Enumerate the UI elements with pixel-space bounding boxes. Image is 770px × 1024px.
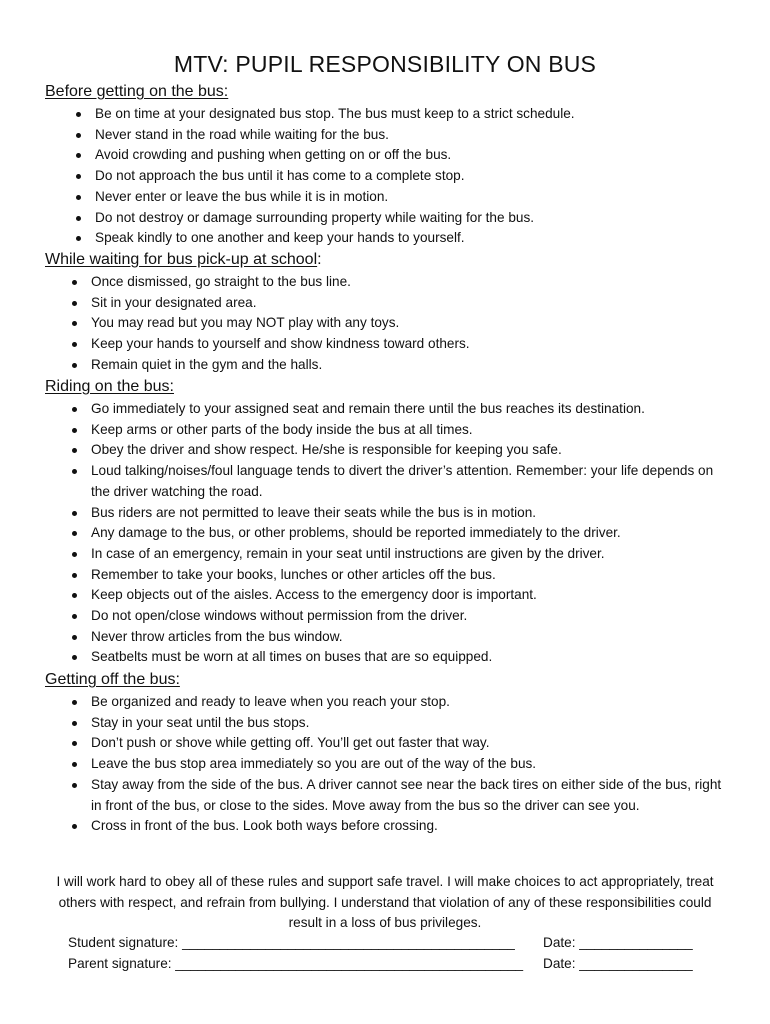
list-item: Stay away from the side of the bus. A driver cannot see near the back tires on either side of the bus, right in front of the bus, or close to the sides. Move away from the bus so the driver can see you.	[71, 775, 735, 816]
list-waiting-at-school	[71, 272, 735, 376]
section-heading-before-getting-on	[45, 82, 228, 102]
list-item: Loud talking/noises/foul language tends to divert the driver’s attention. Remember: your life depends on the driver watching the road.	[71, 461, 735, 502]
list-item: Stay in your seat until the bus stops.	[71, 713, 735, 734]
list-item: Leave the bus stop area immediately so you are out of the way of the bus.	[71, 754, 735, 775]
list-item: Never throw articles from the bus window.	[71, 627, 735, 648]
section-heading-text: Getting off the bus:	[45, 671, 180, 688]
section-heading-text: Riding on the bus:	[45, 378, 174, 395]
list-riding	[71, 399, 735, 668]
page-title: MTV: PUPIL RESPONSIBILITY ON BUS	[173, 51, 597, 77]
section-heading-colon: :	[317, 251, 322, 268]
section-heading-waiting-at-school	[45, 250, 322, 270]
list-item: Seatbelts must be worn at all times on buses that are so equipped.	[71, 647, 735, 668]
list-item: Keep arms or other parts of the body inside the bus at all times.	[71, 420, 735, 441]
list-item: Go immediately to your assigned seat and remain there until the bus reaches its destination.	[71, 399, 735, 420]
list-item: Don’t push or shove while getting off. You’ll get out faster that way.	[71, 733, 735, 754]
list-item: Be on time at your designated bus stop. The bus must keep to a strict schedule.	[75, 104, 735, 125]
list-item: Do not open/close windows without permission from the driver.	[71, 606, 735, 627]
list-item: Never stand in the road while waiting for the bus.	[75, 125, 735, 146]
list-item: Cross in front of the bus. Look both ways before crossing.	[71, 816, 735, 837]
list-item: Be organized and ready to leave when you reach your stop.	[71, 692, 735, 713]
section-heading-text: While waiting for bus pick-up at school	[45, 251, 318, 268]
list-item: Keep objects out of the aisles. Access to the emergency door is important.	[71, 585, 735, 606]
list-item: Remain quiet in the gym and the halls.	[71, 355, 735, 376]
section-heading-getting-off	[45, 670, 180, 690]
list-item: Speak kindly to one another and keep your hands to yourself.	[75, 228, 735, 249]
list-item: Obey the driver and show respect. He/she is responsible for keeping you safe.	[71, 440, 735, 461]
list-item: Do not approach the bus until it has come to a complete stop.	[75, 166, 735, 187]
pledge-paragraph: I will work hard to obey all of these rules and support safe travel. I will make choices to act appropriately, treat others with respect, and refrain from bullying. I understand that violation of any of these responsibilities could result in a loss of bus privileges.	[56, 874, 714, 931]
student-date-line[interactable]: Date: _______________	[543, 935, 693, 950]
list-item: Sit in your designated area.	[71, 293, 735, 314]
list-item: Bus riders are not permitted to leave their seats while the bus is in motion.	[71, 503, 735, 524]
student-signature-line[interactable]: Student signature: ____________________________________________	[68, 935, 515, 950]
list-item: Avoid crowding and pushing when getting on or off the bus.	[75, 145, 735, 166]
list-before-getting-on	[75, 104, 735, 249]
list-item: Remember to take your books, lunches or other articles off the bus.	[71, 565, 735, 586]
parent-date-line[interactable]: Date: _______________	[543, 956, 693, 971]
list-item: Never enter or leave the bus while it is in motion.	[75, 187, 735, 208]
list-item: Once dismissed, go straight to the bus line.	[71, 272, 735, 293]
list-item: You may read but you may NOT play with any toys.	[71, 313, 735, 334]
list-item: In case of an emergency, remain in your seat until instructions are given by the driver.	[71, 544, 735, 565]
section-heading-riding	[45, 377, 174, 397]
list-item: Do not destroy or damage surrounding property while waiting for the bus.	[75, 208, 735, 229]
list-getting-off	[71, 692, 735, 837]
section-heading-text: Before getting on the bus:	[45, 83, 229, 100]
list-item: Keep your hands to yourself and show kindness toward others.	[71, 334, 735, 355]
list-item: Any damage to the bus, or other problems, should be reported immediately to the driver.	[71, 523, 735, 544]
parent-signature-line[interactable]: Parent signature: ______________________________________________	[68, 956, 524, 971]
